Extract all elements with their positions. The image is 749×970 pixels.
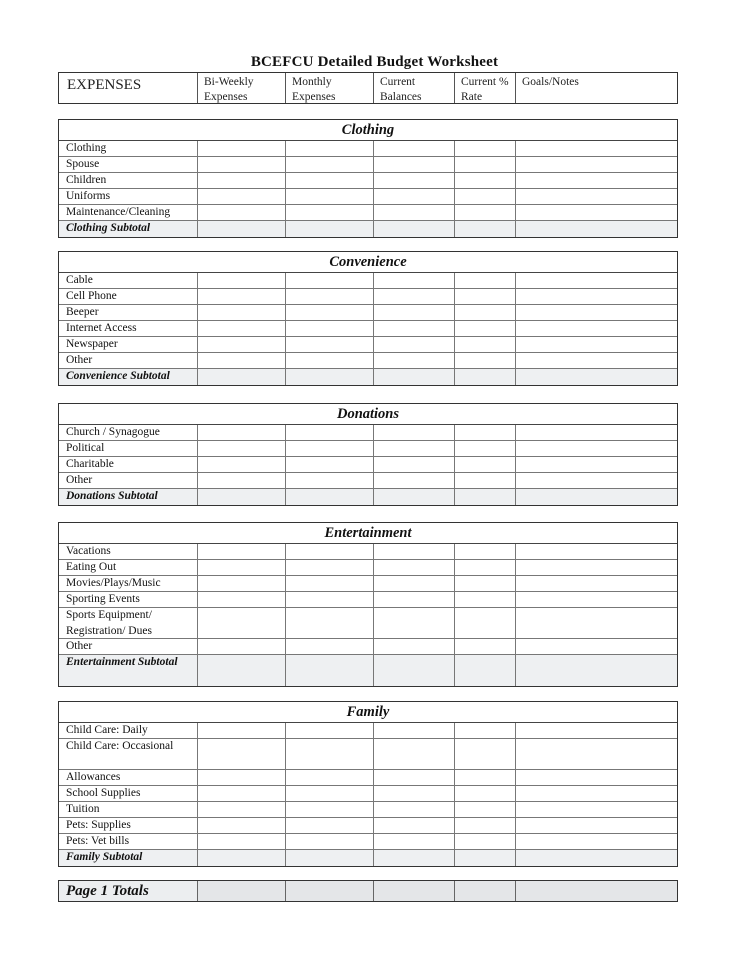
balances-cell[interactable] [373,608,454,638]
table-row [59,205,677,221]
rate-cell[interactable] [454,560,515,575]
notes-cell[interactable] [515,802,677,817]
rate-cell[interactable] [454,189,515,204]
section-title: Clothing [59,120,677,141]
balances-cell[interactable] [373,818,454,833]
section-family [58,701,678,867]
notes-cell[interactable] [515,723,677,738]
row-label: Church / Synagogue [66,426,160,438]
bi-weekly-cell[interactable] [197,205,285,220]
bi-weekly-cell[interactable] [197,723,285,738]
monthly-cell[interactable] [285,639,373,654]
subtotal-label: Family Subtotal [59,850,197,866]
subtotal-row [59,655,677,686]
notes-cell[interactable] [515,655,677,686]
rate-cell[interactable] [454,321,515,336]
table-row [59,786,677,802]
notes-cell[interactable] [515,770,677,785]
bi-weekly-cell[interactable] [197,457,285,472]
balances-cell[interactable] [373,457,454,472]
table-row [59,770,677,786]
row-label: Other [66,640,93,652]
balances-cell[interactable] [373,850,454,866]
rate-cell[interactable] [454,802,515,817]
header-bi-weekly: Bi-Weekly Expenses [197,73,285,103]
notes-cell[interactable] [515,173,677,188]
balances-cell[interactable] [373,353,454,368]
notes-cell[interactable] [515,441,677,456]
balances-cell[interactable] [373,786,454,801]
section-title: Family [59,702,677,723]
page-totals-row [58,880,678,902]
bi-weekly-cell[interactable] [197,834,285,849]
row-label: Movies/Plays/Music [66,577,161,589]
balances-cell[interactable] [373,337,454,352]
rate-cell[interactable] [454,289,515,304]
rate-cell[interactable] [454,655,515,686]
monthly-cell[interactable] [285,425,373,440]
notes-cell[interactable] [515,576,677,591]
monthly-cell[interactable] [285,473,373,488]
row-label: Cell Phone [66,290,117,302]
page-title: BCEFCU Detailed Budget Worksheet [250,54,499,70]
row-label: Uniforms [66,190,111,202]
row-label: Child Care: Daily [66,724,148,736]
balances-cell[interactable] [373,369,454,385]
bi-weekly-cell[interactable] [197,441,285,456]
rate-cell[interactable] [454,608,515,638]
bi-weekly-cell[interactable] [197,221,285,237]
notes-cell[interactable] [515,221,677,237]
bi-weekly-cell[interactable] [197,473,285,488]
rate-cell[interactable] [454,425,515,440]
rate-cell[interactable] [454,489,515,505]
bi-weekly-cell[interactable] [197,560,285,575]
row-label: Child Care: Occasional [66,740,174,752]
bi-weekly-cell[interactable] [197,369,285,385]
row-label: Sporting Events [66,593,140,605]
balances-cell[interactable] [373,723,454,738]
header-current-balances: Current Balances [373,73,454,103]
rate-cell[interactable] [454,576,515,591]
row-label: Pets: Supplies [66,819,131,831]
rate-cell[interactable] [454,157,515,172]
table-row [59,739,677,770]
rate-cell[interactable] [454,473,515,488]
bi-weekly-cell[interactable] [197,305,285,320]
totals-bi-weekly-cell[interactable] [197,881,285,901]
rate-cell[interactable] [454,818,515,833]
balances-cell[interactable] [373,473,454,488]
bi-weekly-cell[interactable] [197,173,285,188]
notes-cell[interactable] [515,786,677,801]
monthly-cell[interactable] [285,818,373,833]
rate-cell[interactable] [454,205,515,220]
balances-cell[interactable] [373,802,454,817]
monthly-cell[interactable] [285,441,373,456]
header-current-rate: Current % Rate [454,73,515,103]
row-label: Beeper [66,306,99,318]
balances-cell[interactable] [373,189,454,204]
balances-cell[interactable] [373,305,454,320]
bi-weekly-cell[interactable] [197,337,285,352]
balances-cell[interactable] [373,321,454,336]
rate-cell[interactable] [454,369,515,385]
notes-cell[interactable] [515,321,677,336]
bi-weekly-cell[interactable] [197,353,285,368]
bi-weekly-cell[interactable] [197,489,285,505]
subtotal-row [59,850,677,866]
monthly-cell[interactable] [285,560,373,575]
rate-cell[interactable] [454,770,515,785]
table-row [59,173,677,189]
balances-cell[interactable] [373,560,454,575]
balances-cell[interactable] [373,655,454,686]
notes-cell[interactable] [515,369,677,385]
totals-rate-cell[interactable] [454,881,515,901]
header-expenses: EXPENSES [67,77,142,93]
balances-cell[interactable] [373,157,454,172]
table-row [59,560,677,576]
balances-cell[interactable] [373,489,454,505]
bi-weekly-cell[interactable] [197,425,285,440]
monthly-cell[interactable] [285,457,373,472]
balances-cell[interactable] [373,273,454,288]
bi-weekly-cell[interactable] [197,802,285,817]
monthly-cell[interactable] [285,723,373,738]
notes-cell[interactable] [515,141,677,156]
monthly-cell[interactable] [285,850,373,866]
monthly-cell[interactable] [285,369,373,385]
row-label: Other [66,354,93,366]
bi-weekly-cell[interactable] [197,544,285,559]
rate-cell[interactable] [454,273,515,288]
table-row [59,723,677,739]
rate-cell[interactable] [454,337,515,352]
table-row [59,353,677,369]
table-row [59,289,677,305]
bi-weekly-cell[interactable] [197,157,285,172]
notes-cell[interactable] [515,289,677,304]
table-row [59,321,677,337]
row-label: Maintenance/Cleaning [66,206,171,218]
notes-cell[interactable] [515,834,677,849]
notes-cell[interactable] [515,473,677,488]
table-row [59,834,677,850]
balances-cell[interactable] [373,173,454,188]
table-row [59,441,677,457]
rate-cell[interactable] [454,353,515,368]
rate-cell[interactable] [454,221,515,237]
notes-cell[interactable] [515,544,677,559]
bi-weekly-cell[interactable] [197,770,285,785]
row-label: Newspaper [66,338,118,350]
bi-weekly-cell[interactable] [197,576,285,591]
section-title: Entertainment [59,523,677,544]
bi-weekly-cell[interactable] [197,321,285,336]
totals-monthly-cell[interactable] [285,881,373,901]
row-label: Sports Equipment/ Registration/ Dues [66,609,152,637]
column-header-row [58,72,678,104]
balances-cell[interactable] [373,289,454,304]
balances-cell[interactable] [373,221,454,237]
notes-cell[interactable] [515,457,677,472]
rate-cell[interactable] [454,592,515,607]
bi-weekly-cell[interactable] [197,592,285,607]
monthly-cell[interactable] [285,337,373,352]
table-row [59,592,677,608]
row-label: Children [66,174,107,186]
balances-cell[interactable] [373,770,454,785]
monthly-cell[interactable] [285,489,373,505]
section-entertainment [58,522,678,687]
rate-cell[interactable] [454,786,515,801]
monthly-cell[interactable] [285,786,373,801]
row-label: Internet Access [66,322,137,334]
table-row [59,425,677,441]
section-clothing [58,119,678,238]
bi-weekly-cell[interactable] [197,189,285,204]
notes-cell[interactable] [515,489,677,505]
notes-cell[interactable] [515,337,677,352]
balances-cell[interactable] [373,141,454,156]
row-label: Pets: Vet bills [66,835,130,847]
table-row [59,189,677,205]
row-label: School Supplies [66,787,141,799]
rate-cell[interactable] [454,441,515,456]
bi-weekly-cell[interactable] [197,786,285,801]
notes-cell[interactable] [515,739,677,769]
monthly-cell[interactable] [285,655,373,686]
bi-weekly-cell[interactable] [197,273,285,288]
bi-weekly-cell[interactable] [197,739,285,769]
bi-weekly-cell[interactable] [197,141,285,156]
row-label: Eating Out [66,561,117,573]
table-row [59,157,677,173]
table-row [59,818,677,834]
balances-cell[interactable] [373,834,454,849]
balances-cell[interactable] [373,576,454,591]
monthly-cell[interactable] [285,205,373,220]
table-row [59,337,677,353]
balances-cell[interactable] [373,739,454,769]
table-row [59,457,677,473]
notes-cell[interactable] [515,157,677,172]
notes-cell[interactable] [515,818,677,833]
monthly-cell[interactable] [285,739,373,769]
rate-cell[interactable] [454,173,515,188]
subtotal-label: Donations Subtotal [59,489,197,505]
monthly-cell[interactable] [285,576,373,591]
balances-cell[interactable] [373,205,454,220]
row-label: Other [66,474,93,486]
row-label: Cable [66,274,93,286]
notes-cell[interactable] [515,305,677,320]
monthly-cell[interactable] [285,592,373,607]
monthly-cell[interactable] [285,221,373,237]
monthly-cell[interactable] [285,770,373,785]
monthly-cell[interactable] [285,289,373,304]
monthly-cell[interactable] [285,157,373,172]
table-row [59,544,677,560]
table-row [59,473,677,489]
bi-weekly-cell[interactable] [197,289,285,304]
monthly-cell[interactable] [285,173,373,188]
row-label: Vacations [66,545,111,557]
notes-cell[interactable] [515,608,677,638]
page-totals-label: Page 1 Totals [59,881,197,901]
row-label: Political [66,442,105,454]
subtotal-row [59,489,677,505]
notes-cell[interactable] [515,205,677,220]
subtotal-row [59,221,677,237]
row-label: Allowances [66,771,121,783]
section-convenience [58,251,678,386]
bi-weekly-cell[interactable] [197,608,285,638]
notes-cell[interactable] [515,850,677,866]
notes-cell[interactable] [515,639,677,654]
notes-cell[interactable] [515,560,677,575]
totals-notes-cell[interactable] [515,881,677,901]
subtotal-row [59,369,677,385]
balances-cell[interactable] [373,639,454,654]
table-row [59,141,677,157]
rate-cell[interactable] [454,457,515,472]
monthly-cell[interactable] [285,544,373,559]
bi-weekly-cell[interactable] [197,639,285,654]
monthly-cell[interactable] [285,305,373,320]
table-row [59,576,677,592]
monthly-cell[interactable] [285,321,373,336]
section-title: Donations [59,404,677,425]
balances-cell[interactable] [373,544,454,559]
subtotal-label: Clothing Subtotal [59,221,197,237]
table-row [59,608,677,639]
row-label: Tuition [66,803,100,815]
bi-weekly-cell[interactable] [197,850,285,866]
monthly-cell[interactable] [285,273,373,288]
monthly-cell[interactable] [285,608,373,638]
rate-cell[interactable] [454,544,515,559]
subtotal-label: Convenience Subtotal [59,369,197,385]
notes-cell[interactable] [515,425,677,440]
rate-cell[interactable] [454,723,515,738]
header-monthly: Monthly Expenses [285,73,373,103]
balances-cell[interactable] [373,425,454,440]
section-donations [58,403,678,506]
balances-cell[interactable] [373,592,454,607]
row-label: Spouse [66,158,100,170]
table-row [59,802,677,818]
row-label: Charitable [66,458,114,470]
monthly-cell[interactable] [285,353,373,368]
rate-cell[interactable] [454,305,515,320]
header-goals-notes: Goals/Notes [515,73,677,103]
rate-cell[interactable] [454,639,515,654]
rate-cell[interactable] [454,834,515,849]
rate-cell[interactable] [454,141,515,156]
bi-weekly-cell[interactable] [197,655,285,686]
monthly-cell[interactable] [285,834,373,849]
row-label: Clothing [66,142,107,154]
monthly-cell[interactable] [285,802,373,817]
subtotal-label: Entertainment Subtotal [59,655,197,686]
table-row [59,639,677,655]
section-title: Convenience [59,252,677,273]
rate-cell[interactable] [454,850,515,866]
monthly-cell[interactable] [285,141,373,156]
notes-cell[interactable] [515,189,677,204]
bi-weekly-cell[interactable] [197,818,285,833]
rate-cell[interactable] [454,739,515,769]
notes-cell[interactable] [515,353,677,368]
monthly-cell[interactable] [285,189,373,204]
table-row [59,273,677,289]
balances-cell[interactable] [373,441,454,456]
table-row [59,305,677,321]
notes-cell[interactable] [515,273,677,288]
totals-balances-cell[interactable] [373,881,454,901]
notes-cell[interactable] [515,592,677,607]
